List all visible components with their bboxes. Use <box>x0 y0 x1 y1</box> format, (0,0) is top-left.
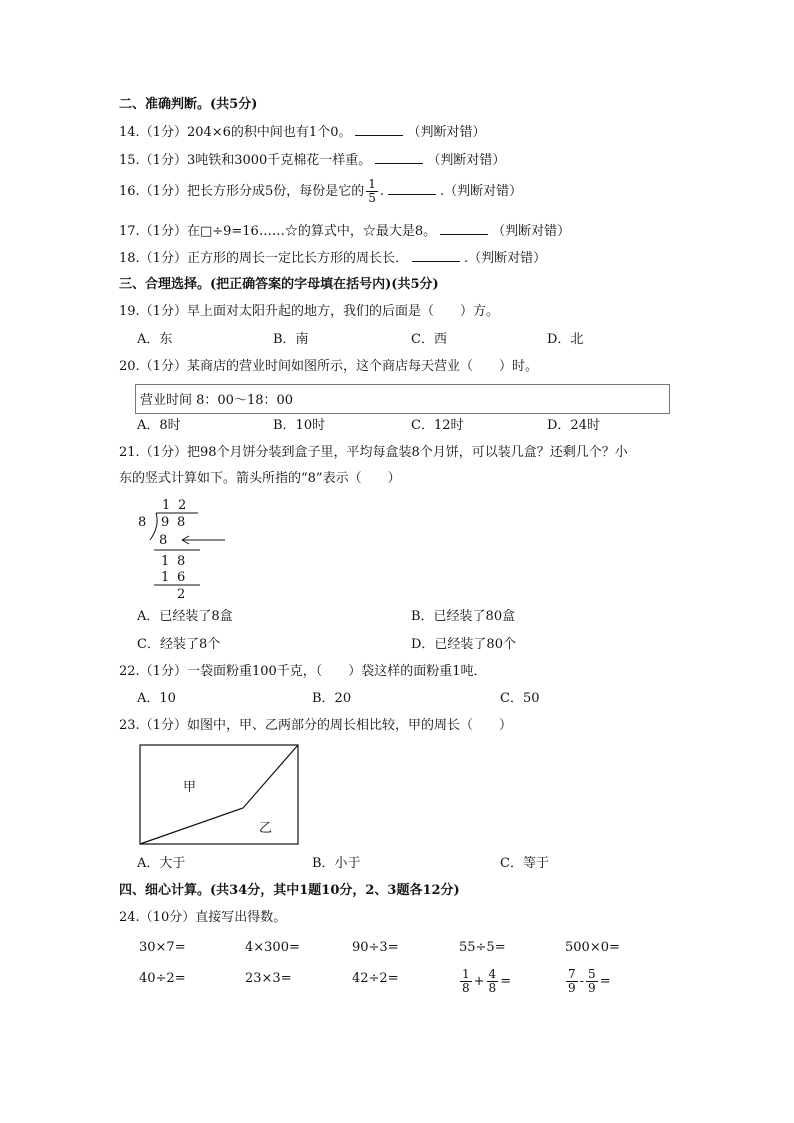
option-d[interactable]: D．24时 <box>547 418 600 433</box>
fraction-denominator: 8 <box>462 981 470 995</box>
option-c[interactable]: C．50 <box>500 691 540 706</box>
operator: + <box>473 974 485 989</box>
step-digit: 1 <box>161 570 170 585</box>
option-c[interactable]: C．等于 <box>500 856 549 871</box>
equals: = <box>500 974 512 989</box>
option-a[interactable]: A．已经装了8盒 <box>137 609 233 624</box>
fraction-denominator: 5 <box>368 191 376 205</box>
section-2-title: 二、准确判断。(共5分) <box>119 97 258 112</box>
dividend-digit: 8 <box>177 515 186 530</box>
question-14-tail: （判断对错） <box>407 125 486 140</box>
answer-blank[interactable] <box>412 249 460 262</box>
option-b[interactable]: B．20 <box>312 691 352 706</box>
answer-blank[interactable] <box>440 222 488 235</box>
calc-item: 90÷3= <box>352 940 399 955</box>
calc-item: 30×7= <box>139 940 186 955</box>
region-jia-label: 甲 <box>183 780 197 795</box>
fraction-denominator: 8 <box>488 981 497 995</box>
fraction-denominator: 9 <box>588 981 596 995</box>
section-4-title: 四、细心计算。(共34分，其中1题10分，2、3题各12分) <box>119 883 460 898</box>
answer-blank[interactable] <box>388 182 436 195</box>
question-21-line-2: 东的竖式计算如下。箭头所指的“8”表示（ ） <box>119 471 401 486</box>
fraction-numerator: 4 <box>488 967 497 981</box>
option-a[interactable]: A．10 <box>137 691 176 706</box>
calc-item: 55÷5= <box>459 940 506 955</box>
operator: - <box>579 974 585 989</box>
question-24: 24.（10分）直接写出得数。 <box>119 910 287 925</box>
calc-item: 4×300= <box>245 940 300 955</box>
fraction-numerator: 7 <box>568 967 576 981</box>
option-b[interactable]: B．南 <box>273 332 309 347</box>
step-digit: 6 <box>177 570 186 585</box>
step-digit: 8 <box>177 554 186 569</box>
option-b[interactable]: B．10时 <box>273 418 326 433</box>
option-c[interactable]: C．经装了8个 <box>137 637 221 652</box>
fraction <box>566 968 578 995</box>
question-14 <box>119 123 485 142</box>
option-c[interactable]: C．西 <box>411 332 447 347</box>
question-22: 22.（1分）一袋面粉重100千克，（ ）袋这样的面粉重1吨． <box>119 664 487 679</box>
rectangle-diagram <box>139 744 301 846</box>
option-a[interactable]: A．东 <box>137 332 173 347</box>
product-digit: 8 <box>159 533 168 548</box>
calc-item: 40÷2= <box>139 971 186 986</box>
option-a[interactable]: A．大于 <box>137 856 186 871</box>
option-b[interactable]: B．已经装了80盒 <box>411 609 516 624</box>
option-d[interactable]: D．已经装了80个 <box>411 637 516 652</box>
fraction-numerator: 1 <box>462 967 470 981</box>
question-21-line-1: 21.（1分）把98个月饼分装到盒子里，平均每盒装8个月饼，可以装几盒？还剩几个？小 <box>119 445 628 460</box>
question-16-mid: . <box>379 184 384 199</box>
fraction <box>460 968 472 995</box>
option-a[interactable]: A．8时 <box>137 418 181 433</box>
question-15-text: 15.（1分）3吨铁和3000千克棉花一样重。 <box>119 153 372 168</box>
question-17-tail: （判断对错） <box>492 224 571 239</box>
dividend-digit: 9 <box>161 515 170 530</box>
fraction-numerator: 5 <box>588 967 596 981</box>
fraction-difference <box>564 968 611 995</box>
fraction <box>487 968 499 995</box>
question-16 <box>119 178 522 205</box>
quotient-digit: 2 <box>178 498 187 513</box>
option-d[interactable]: D．北 <box>547 332 584 347</box>
business-hours-text: 营业时间 8：00～18：00 <box>140 393 294 408</box>
question-16-text: 16.（1分）把长方形分成5份，每份是它的 <box>119 184 365 199</box>
option-b[interactable]: B．小于 <box>312 856 361 871</box>
step-digit: 1 <box>161 554 170 569</box>
question-23: 23.（1分）如图中，甲、乙两部分的周长相比较，甲的周长（ ） <box>119 718 512 733</box>
fraction-denominator: 9 <box>568 981 576 995</box>
section-3-title: 三、合理选择。(把正确答案的字母填在括号内)(共5分) <box>119 277 439 292</box>
fraction <box>366 178 378 205</box>
question-18-tail: .（判断对错） <box>463 251 547 266</box>
fraction-numerator: 1 <box>368 177 376 191</box>
fraction-sum <box>458 968 511 995</box>
question-19: 19.（1分）早上面对太阳升起的地方，我们的后面是（ ）方。 <box>119 304 499 319</box>
divisor: 8 <box>138 515 147 530</box>
calc-item: 23×3= <box>245 971 292 986</box>
long-division-diagram <box>130 494 240 602</box>
fraction <box>586 968 598 995</box>
question-16-tail: .（判断对错） <box>440 184 523 199</box>
calc-item: 500×0= <box>565 940 620 955</box>
region-yi-label: 乙 <box>259 821 273 836</box>
answer-blank[interactable] <box>375 151 423 164</box>
business-hours-box <box>135 384 670 414</box>
quotient-digit: 1 <box>162 498 171 513</box>
equals: = <box>599 974 611 989</box>
question-18-text: 18.（1分）正方形的周长一定比长方形的周长长． <box>119 251 408 266</box>
question-14-text: 14.（1分）204×6的积中间也有1个0。 <box>119 125 352 140</box>
calc-item: 42÷2= <box>352 971 399 986</box>
question-15 <box>119 151 505 170</box>
answer-blank[interactable] <box>355 123 403 136</box>
option-c[interactable]: C．12时 <box>411 418 464 433</box>
question-17-text: 17.（1分）在□÷9=16……☆的算式中，☆最大是8。 <box>119 224 437 239</box>
question-15-tail: （判断对错） <box>427 153 506 168</box>
question-17 <box>119 222 570 241</box>
question-18 <box>119 249 546 268</box>
remainder: 2 <box>177 587 186 602</box>
question-20: 20.（1分）某商店的营业时间如图所示，这个商店每天营业（ ）时。 <box>119 359 538 374</box>
